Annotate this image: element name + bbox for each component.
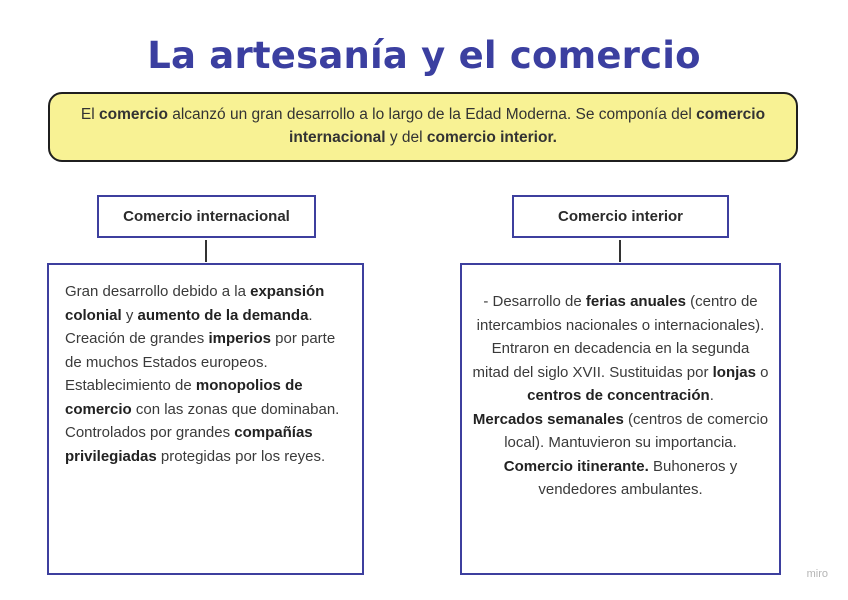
item-bold: Comercio itinerante. <box>503 457 649 475</box>
connector-line-internacional <box>205 240 207 262</box>
item-text: Creación de grandes <box>65 330 209 347</box>
item-text: protegidas por los reyes. <box>156 447 326 465</box>
internacional-item-1 <box>65 280 348 327</box>
summary-bold-interior: comercio interior. <box>426 129 557 146</box>
item-bold: imperios <box>208 330 271 347</box>
item-bold: expansión colonial <box>65 283 325 324</box>
item-bold: aumento de la demanda <box>137 306 309 324</box>
item-text: - Desarrollo de <box>483 293 586 310</box>
item-text: Buhoneros y vendedores ambulantes. <box>538 457 738 498</box>
interior-item-2 <box>472 408 769 455</box>
summary-text: El <box>80 106 100 123</box>
miro-watermark: miro <box>806 568 828 580</box>
item-text: (centros de comercio local). Mantuvieron su importancia. <box>504 410 769 451</box>
item-bold: compañías privilegiadas <box>65 424 313 465</box>
internacional-item-2 <box>65 327 348 374</box>
item-bold: Mercados semanales <box>472 410 624 428</box>
interior-item-1 <box>472 290 769 408</box>
summary-text: y del <box>385 129 427 146</box>
item-bold: monopolios de comercio <box>65 377 303 418</box>
item-text: Gran desarrollo debido a la <box>65 283 251 300</box>
interior-item-3 <box>472 455 769 502</box>
page-title: La artesanía y el comercio <box>147 34 701 77</box>
summary-text: alcanzó un gran desarrollo a lo largo de la Edad Moderna. Se componía del <box>167 106 697 123</box>
item-text: con las zonas que dominaban. Controlados por grandes <box>65 400 340 441</box>
item-text: . <box>308 306 313 324</box>
item-bold: lonjas <box>712 363 756 381</box>
item-text: por parte de muchos Estados europeos. <box>65 330 336 371</box>
item-bold: ferias anuales <box>585 293 686 310</box>
box-comercio-interior <box>460 263 781 575</box>
header-comercio-internacional: Comercio internacional <box>97 195 316 238</box>
item-text: . <box>709 387 714 404</box>
item-text: o <box>755 363 769 381</box>
box-comercio-internacional <box>47 263 364 575</box>
summary-bold-comercio: comercio <box>99 106 168 123</box>
item-text: y <box>121 306 138 324</box>
item-bold: centros de concentración <box>527 387 710 404</box>
internacional-item-3 <box>65 374 348 468</box>
item-text: (centro de intercambios nacionales o internacionales). Entraron en decadencia en la segunda mitad del siglo XVII. Sustituidas por <box>472 293 765 381</box>
item-text: Establecimiento de <box>65 377 196 394</box>
summary-box <box>48 92 798 162</box>
header-comercio-interior: Comercio interior <box>512 195 729 238</box>
summary-bold-internacional: comercio internacional <box>289 106 766 146</box>
connector-line-interior <box>619 240 621 262</box>
